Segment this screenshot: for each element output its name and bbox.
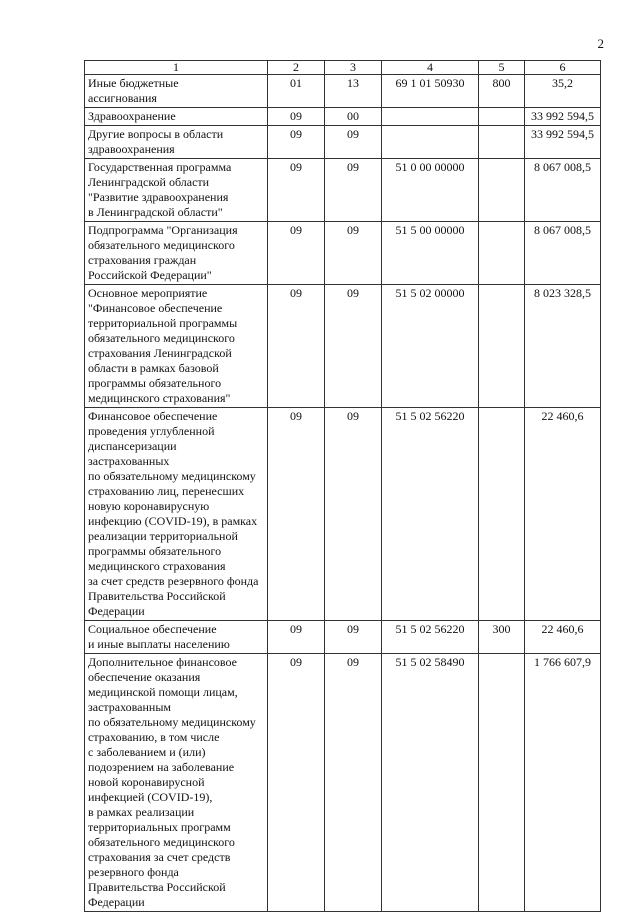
- section-cell: 09: [268, 621, 325, 654]
- target-article-cell: 51 5 00 00000: [382, 222, 479, 285]
- amount-cell: 1 766 607,9: [525, 654, 601, 912]
- row-name-line: в Ленинградской области": [88, 205, 223, 219]
- table-row: [85, 621, 601, 654]
- target-article-cell: 69 1 01 50930: [382, 75, 479, 108]
- column-header: 6: [525, 61, 601, 75]
- row-name-line: страхования граждан: [88, 253, 197, 267]
- row-name-cell: [85, 126, 268, 159]
- row-name-line: Иные бюджетные: [88, 76, 179, 90]
- row-name-line: Основное мероприятие: [88, 286, 208, 300]
- row-name-line: Подпрограмма "Организация: [88, 223, 238, 237]
- row-name-line: Здравоохранение: [88, 109, 176, 123]
- row-name-line: области в рамках базовой: [88, 361, 219, 375]
- expense-type-cell: [479, 159, 525, 222]
- row-name-line: подозрением на заболевание: [88, 760, 235, 774]
- expense-type-cell: [479, 108, 525, 126]
- row-name-line: инфекцию (COVID-19), в рамках: [88, 514, 258, 528]
- row-name-line: по обязательному медицинскому: [88, 715, 256, 729]
- section-cell: 01: [268, 75, 325, 108]
- column-header: 5: [479, 61, 525, 75]
- subsection-cell: 09: [325, 621, 382, 654]
- row-name-line: новую коронавирусную: [88, 499, 210, 513]
- row-name-line: и иные выплаты населению: [88, 637, 230, 651]
- amount-cell: 33 992 594,5: [525, 108, 601, 126]
- row-name-line: Финансовое обеспечение: [88, 409, 218, 423]
- amount-cell: 35,2: [525, 75, 601, 108]
- target-article-cell: 51 5 02 58490: [382, 654, 479, 912]
- row-name-line: инфекцией (COVID-19),: [88, 790, 213, 804]
- table-row: [85, 654, 601, 912]
- section-cell: 09: [268, 222, 325, 285]
- row-name-line: Российской Федерации": [88, 268, 212, 282]
- row-name-line: реализации территориальной: [88, 529, 238, 543]
- row-name-line: Государственная программа: [88, 160, 232, 174]
- table-row: [85, 126, 601, 159]
- row-name-line: по обязательному медицинскому: [88, 469, 256, 483]
- section-cell: 09: [268, 408, 325, 621]
- row-name-line: страхования Ленинградской: [88, 346, 232, 360]
- section-cell: 09: [268, 654, 325, 912]
- target-article-cell: 51 0 00 00000: [382, 159, 479, 222]
- row-name-line: обязательного медицинского: [88, 835, 235, 849]
- section-cell: 09: [268, 126, 325, 159]
- row-name-line: территориальных программ: [88, 820, 231, 834]
- subsection-cell: 09: [325, 126, 382, 159]
- target-article-cell: [382, 126, 479, 159]
- row-name-line: новой коронавирусной: [88, 775, 205, 789]
- table-row: [85, 285, 601, 408]
- page-number: 2: [597, 36, 604, 51]
- row-name-line: в рамках реализации: [88, 805, 195, 819]
- amount-cell: 8 067 008,5: [525, 222, 601, 285]
- row-name-line: страхованию, в том числе: [88, 730, 220, 744]
- row-name-line: проведения углубленной: [88, 424, 215, 438]
- amount-cell: 8 023 328,5: [525, 285, 601, 408]
- expense-type-cell: 300: [479, 621, 525, 654]
- subsection-cell: 09: [325, 222, 382, 285]
- amount-cell: 22 460,6: [525, 621, 601, 654]
- target-article-cell: 51 5 02 56220: [382, 621, 479, 654]
- row-name-line: страхованию лиц, перенесших: [88, 484, 245, 498]
- row-name-cell: [85, 621, 268, 654]
- row-name-cell: [85, 408, 268, 621]
- amount-cell: 8 067 008,5: [525, 159, 601, 222]
- expense-type-cell: [479, 285, 525, 408]
- row-name-cell: [85, 159, 268, 222]
- row-name-cell: [85, 654, 268, 912]
- row-name-line: Федерации: [88, 895, 145, 909]
- row-name-line: Правительства Российской: [88, 880, 226, 894]
- row-name-line: за счет средств резервного фонда: [88, 574, 259, 588]
- section-cell: 09: [268, 159, 325, 222]
- row-name-line: "Финансовое обеспечение: [88, 301, 223, 315]
- target-article-cell: 51 5 02 56220: [382, 408, 479, 621]
- row-name-line: медицинского страхования": [88, 391, 231, 405]
- table-row: [85, 222, 601, 285]
- row-name-line: Дополнительное финансовое: [88, 655, 237, 669]
- expense-type-cell: [479, 654, 525, 912]
- row-name-line: медицинского страхования: [88, 559, 226, 573]
- row-name-line: застрахованным: [88, 700, 171, 714]
- expense-type-cell: 800: [479, 75, 525, 108]
- table-header-row: [85, 61, 601, 75]
- subsection-cell: 09: [325, 654, 382, 912]
- subsection-cell: 09: [325, 408, 382, 621]
- table-row: [85, 159, 601, 222]
- row-name-line: Ленинградской области: [88, 175, 210, 189]
- subsection-cell: 09: [325, 285, 382, 408]
- row-name-line: с заболеванием и (или): [88, 745, 206, 759]
- column-header: 4: [382, 61, 479, 75]
- row-name-line: Другие вопросы в области: [88, 127, 224, 141]
- section-cell: 09: [268, 285, 325, 408]
- column-header: 2: [268, 61, 325, 75]
- row-name-line: застрахованных: [88, 454, 170, 468]
- subsection-cell: 13: [325, 75, 382, 108]
- row-name-line: обязательного медицинского: [88, 331, 235, 345]
- row-name-line: медицинской помощи лицам,: [88, 685, 238, 699]
- row-name-line: "Развитие здравоохранения: [88, 190, 229, 204]
- row-name-line: Правительства Российской: [88, 589, 226, 603]
- row-name-line: территориальной программы: [88, 316, 238, 330]
- section-cell: 09: [268, 108, 325, 126]
- table-row: [85, 108, 601, 126]
- row-name-line: программы обязательного: [88, 544, 222, 558]
- row-name-cell: [85, 108, 268, 126]
- row-name-line: здравоохранения: [88, 142, 175, 156]
- subsection-cell: 09: [325, 159, 382, 222]
- column-header: 1: [85, 61, 268, 75]
- amount-cell: 22 460,6: [525, 408, 601, 621]
- row-name-line: обязательного медицинского: [88, 238, 235, 252]
- row-name-line: Социальное обеспечение: [88, 622, 217, 636]
- subsection-cell: 00: [325, 108, 382, 126]
- amount-cell: 33 992 594,5: [525, 126, 601, 159]
- target-article-cell: 51 5 02 00000: [382, 285, 479, 408]
- expense-type-cell: [479, 222, 525, 285]
- target-article-cell: [382, 108, 479, 126]
- row-name-line: программы обязательного: [88, 376, 222, 390]
- row-name-cell: [85, 285, 268, 408]
- row-name-cell: [85, 75, 268, 108]
- table-body: [85, 75, 601, 912]
- row-name-line: Федерации: [88, 604, 145, 618]
- row-name-line: резервного фонда: [88, 865, 179, 879]
- table-row: [85, 408, 601, 621]
- row-name-line: обеспечение оказания: [88, 670, 201, 684]
- row-name-line: страхования за счет средств: [88, 850, 231, 864]
- row-name-line: ассигнования: [88, 91, 157, 105]
- column-header: 3: [325, 61, 382, 75]
- expense-type-cell: [479, 408, 525, 621]
- expense-type-cell: [479, 126, 525, 159]
- row-name-line: диспансеризации: [88, 439, 177, 453]
- table-row: [85, 75, 601, 108]
- row-name-cell: [85, 222, 268, 285]
- budget-table: [84, 60, 601, 912]
